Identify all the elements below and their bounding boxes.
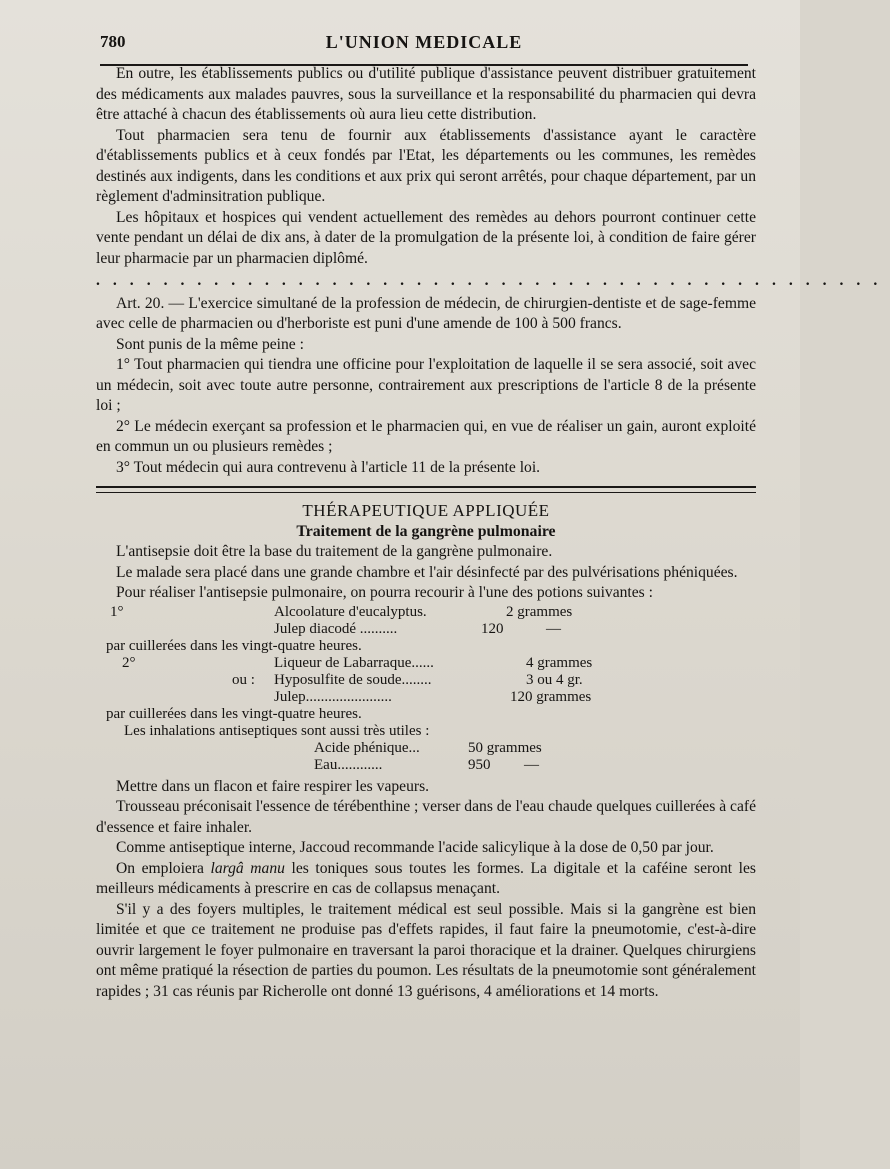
inhalation-intro: Les inhalations antiseptiques sont aussi très utiles : [124, 722, 430, 739]
ingredient-quantity: 120 grammes [510, 688, 592, 705]
page-header [100, 30, 748, 66]
paragraph: Pour réaliser l'antisepsie pulmonaire, on pourra recourir à l'une des potions suivantes : [116, 584, 653, 601]
paragraph: L'antisepsie doit être la base du traitement de la gangrène pulmonaire. [116, 543, 553, 560]
paragraph: Les hôpitaux et hospices qui vendent actuellement des remèdes au dehors pourront continuer cette vente pendant un délai de dix ans, à dater de la promulgation de la présente loi, à condition de faire gérer leur pharmacie par un pharmacien diplômé. [96, 208, 756, 267]
ingredient-quantity: 950 [468, 756, 491, 773]
page-number: 780 [100, 32, 126, 51]
dosage-instruction: par cuillerées dans les vingt-quatre heures. [106, 637, 362, 654]
ingredient-quantity: 120 [481, 620, 504, 637]
ingredient-quantity: 3 ou 4 gr. [526, 671, 583, 688]
journal-title: L'UNION MEDICALE [325, 32, 523, 52]
list-item: 3° Tout médecin qui aura contrevenu à l'article 11 de la présente loi. [116, 458, 541, 476]
ingredient-name: Liqueur de Labarraque...... [274, 654, 434, 671]
prescription-1 [96, 604, 756, 655]
prescription-number: 2° [122, 654, 136, 671]
article-20: Art. 20. — L'exercice simultané de la profession de médecin, de chirurgien-dentiste et de sage-femme avec celle de pharmacien ou d'herboriste est puni d'une amende de 100 à 500 francs. [96, 294, 756, 332]
ingredient-quantity: 50 grammes [468, 739, 542, 756]
paragraph: Le malade sera placé dans une grande chambre et l'air désinfecté par des pulvérisations phéniquées. [116, 563, 738, 581]
prescription-2 [96, 655, 756, 723]
prescription-number: 1° [110, 603, 124, 620]
ingredient-name: Eau............ [314, 756, 383, 773]
ditto-mark: — [546, 620, 561, 637]
ingredient-name: Hyposulfite de soude........ [274, 671, 432, 688]
ingredient-name: Alcoolature d'eucalyptus. [274, 603, 427, 620]
paragraph: Comme antiseptique interne, Jaccoud recommande l'acide salicylique à la dose de 0,50 par jour. [116, 839, 714, 856]
paragraph: En outre, les établissements publics ou d'utilité publique d'assistance peuvent distribuer gratuitement des médicaments aux malades pauvres, sous la surveillance et la responsabilité du pharmacien qui devra être attaché à chacun des établissements où aura lieu cette distribution. [96, 65, 756, 123]
section-title: THÉRAPEUTIQUE APPLIQUÉE [302, 501, 550, 520]
page-body [96, 64, 890, 1002]
ditto-mark: — [524, 756, 539, 773]
paragraph: Sont punis de la même peine : [116, 335, 304, 353]
alternative-prefix: ou : [232, 671, 255, 688]
list-item: 2° Le médecin exerçant sa profession et le pharmacien qui, en vue de réaliser un gain, auront exploité en commun un ou plusieurs remèdes ; [96, 417, 756, 455]
ellipsis-separator: ............................................... [96, 272, 890, 289]
section-subtitle: Traitement de la gangrène pulmonaire [296, 522, 556, 540]
text-run: les toniques sous toutes les formes. La digitale et la caféine seront les meilleurs médicaments à prescrire en cas de collapsus menaçant. [96, 859, 756, 897]
latin-phrase: largâ manu [210, 859, 285, 877]
inhalation-recipe [96, 723, 756, 774]
paragraph: Trousseau préconisait l'essence de térébenthine ; verser dans de l'eau chaude quelques cuillerées à café d'essence et faire inhaler. [96, 798, 756, 836]
ingredient-quantity: 4 grammes [526, 654, 593, 671]
ingredient-name: Julep....................... [274, 688, 392, 705]
paragraph: Mettre dans un flacon et faire respirer les vapeurs. [116, 777, 430, 795]
paragraph: S'il y a des foyers multiples, le traitement médical est seul possible. Mais si la gangrène est bien limitée et que ce traitement ne produise pas d'effets rapides, il faut faire la pneumotomie, c'est-à-dire ouvrir largement le foyer pulmonaire en traversant la paroi thoracique et la drainer. Quelques chirurgiens ont même pratiqué la résection de parties du poumon. Les résultats de la pneumotomie sont généralement rapides ; 31 cas réunis par Richerolle ont donné 13 guérisons, 4 améliorations et 14 morts. [96, 900, 756, 1000]
ingredient-quantity: 2 grammes [506, 603, 573, 620]
dosage-instruction: par cuillerées dans les vingt-quatre heures. [106, 705, 362, 722]
paragraph: Tout pharmacien sera tenu de fournir aux établissements d'assistance ayant le caractère d'établissements publics et à ceux fondés par l'Etat, les départements ou les communes, les remèdes destinés aux indigents, dans les conditions et aux prix qui seront arrêtés, pour chaque département, par un règlement d'adminsitration publique. [96, 126, 756, 205]
ingredient-name: Julep diacodé .......... [274, 620, 398, 637]
text-run: On emploiera [116, 859, 211, 877]
ingredient-name: Acide phénique... [314, 739, 420, 756]
paragraph [96, 859, 756, 900]
section-divider [96, 486, 756, 493]
list-item: 1° Tout pharmacien qui tiendra une officine pour l'exploitation de laquelle il se sera associé, soit avec un médecin, soit avec toute autre personne, contrairement aux prescriptions de l'article 8 de la présente loi ; [96, 356, 756, 414]
